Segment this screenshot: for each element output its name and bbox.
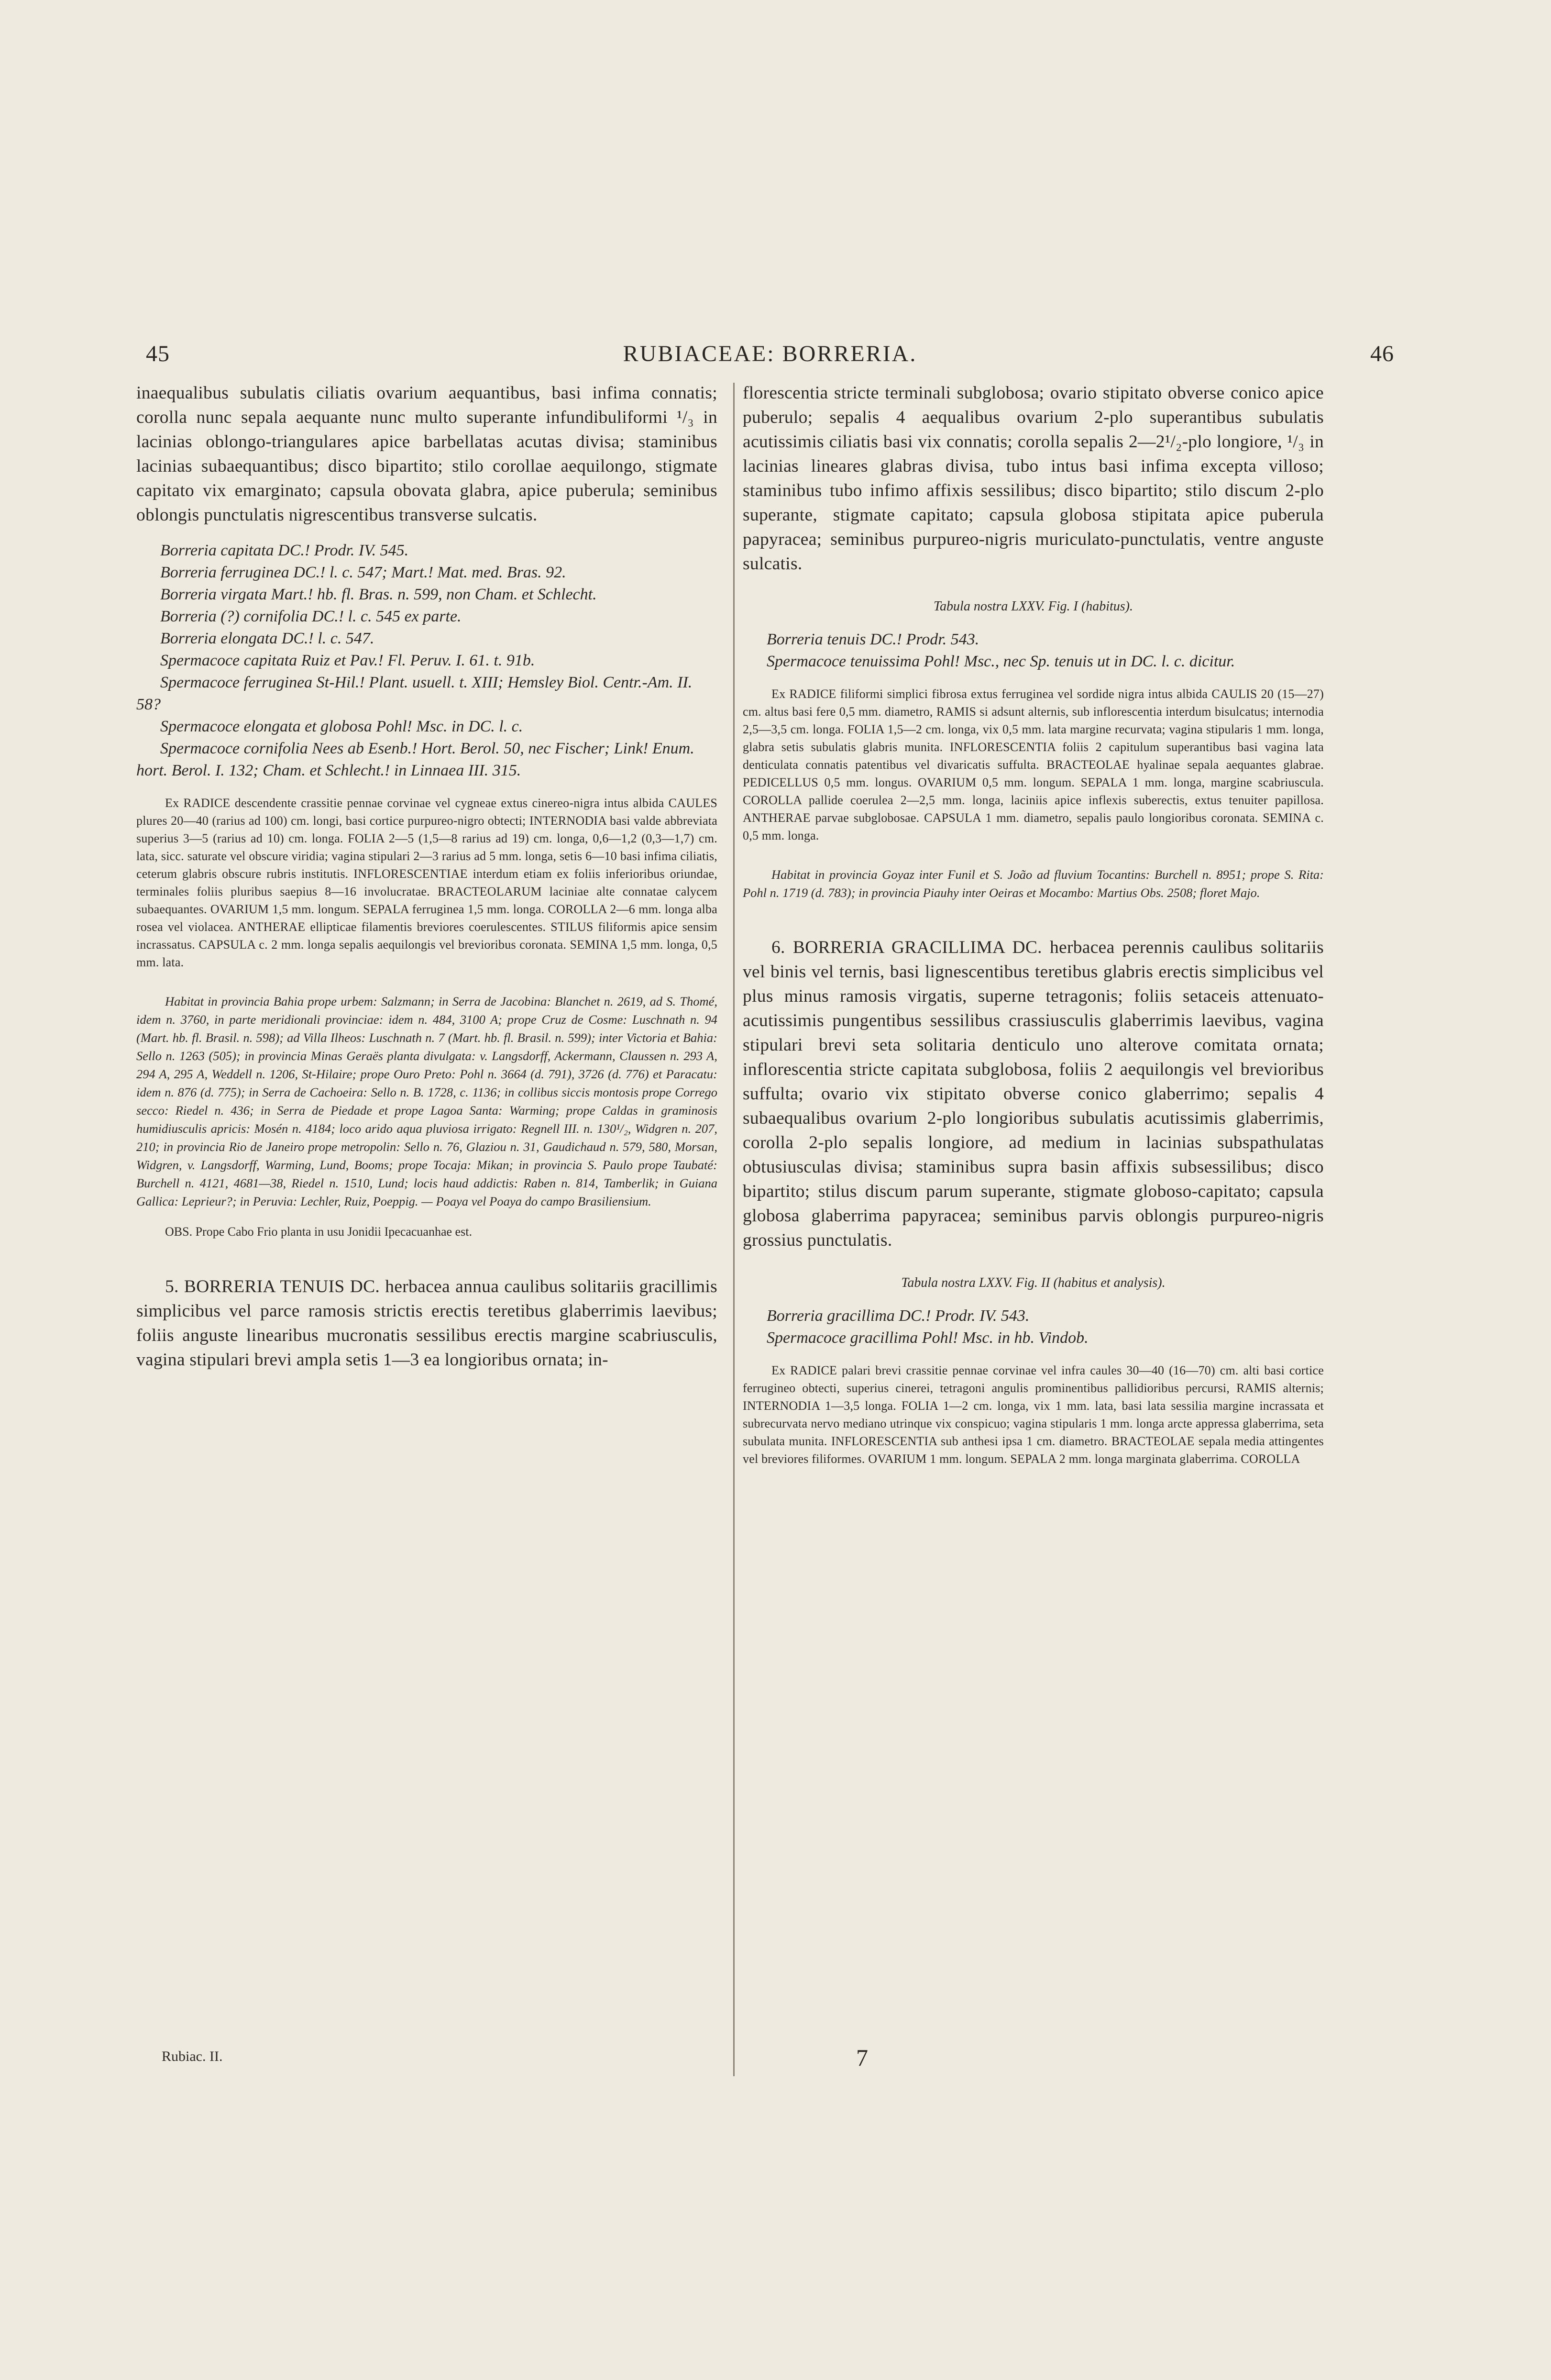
synonym-entry: Spermacoce elongata et globosa Pohl! Msc. in DC. l. c. — [160, 718, 523, 735]
species-6-paragraph: 6. BORRERIA GRACILLIMA DC. herbacea perennis caulibus solitariis vel binis vel ternis, basi lignescentibus teretibus glabris erectis simplicibus vel plus minus ramosis virgatis, superne tetragonis; foliis setaceis attenuato-acutissimis pungentibus sessilibus crassiusculis glaberrimis laevibus, vagina stipulari brevi seta solitaria denticulo uno alterove comitata ornata; inflorescentia stricte capitata subglobosa, foliis 2 aequilongis vel brevioribus suffulta; ovario vix stipitato obverse conico glaberrimo; sepalis 4 subaequalibus ovarium 2-plo longioribus subulatis acutissimis glaberrimis, corolla 2-plo sepalis longiore, ad medium in lacinias subspathulatas obtusiusculas divisa; staminibus supra basin affixis subsessilibus; disco bipartito; stilus discum parum superante, stigmate globoso-capitato; capsula globosa glaberrima papyracea; seminibus parvis oblongis purpureo-nigris grossius punctulatis. — [743, 938, 1324, 1250]
synonym-entry: Borreria capitata DC.! Prodr. IV. 545. — [160, 542, 409, 559]
synonym-entry: Spermacoce gracillima Pohl! Msc. in hb. Vindob. — [767, 1329, 1089, 1347]
synonym-entry: Spermacoce capitata Ruiz et Pav.! Fl. Peruv. I. 61. t. 91b. — [160, 652, 535, 669]
morphology-description: Ex RADICE palari brevi crassitie pennae corvinae vel infra caules 30—40 (16—70) cm. alti basi cortice ferrugineo obtecti, superius cinerei, tetragoni angulis prominentibus pallidioribus percursi, RAMIS alternis; INTERNODIA 1—3,5 longa. FOLIA 1—2 cm. longa, vix 1 mm. lata, basi lata sessilia margine incrassata et subrecurvata nervo mediano utrinque vix conspicuo; vagina stipularis 1 mm. longa arcte appressa glaberrima, seta subulata munita. INFLORESCENTIA sub anthesi ipsa 1 cm. diametro. BRACTEOLAE sepala media attingentes vel breviores filiformes. OVARIUM 1 mm. longum. SEPALA 2 mm. longa marginata glaberrima. COROLLA — [743, 1363, 1324, 1466]
synonym-entry: Borreria tenuis DC.! Prodr. 543. — [767, 631, 979, 648]
synonym-entry: Borreria elongata DC.! l. c. 547. — [160, 630, 374, 647]
synonym-entry: Spermacoce tenuissima Pohl! Msc., nec Sp. tenuis ut in DC. l. c. dicitur. — [767, 653, 1235, 670]
synonym-entry: Spermacoce cornifolia Nees ab Esenb.! Hort. Berol. 50, nec Fischer; Link! Enum. hort. Berol. I. 132; Cham. et Schlecht.! in Linnaea III. 315. — [136, 740, 694, 779]
description-continued: florescentia stricte terminali subglobosa; ovario stipitato obverse conico apice puberulo; sepalis 4 aequalibus ovarium 2-plo superantibus subulatis acutissimis ciliatis basi vix connatis; corolla sepalis 2—2¹/₂-plo longiore, ¹/₃ in lacinias lineares glabras divisa, tubo intus basi infima excepta villoso; staminibus tubo infimo affixis sessilibus; disco bipartito; stilo discum 2-plo superante, stigmate capitato; capsula globosa stipitata apice puberula papyracea; seminibus purpureo-nigris muriculato-punctulatis, ventre anguste sulcatis. — [743, 383, 1324, 574]
signature-footer: Rubiac. II. — [162, 2048, 223, 2064]
morphology-description: Ex RADICE filiformi simplici fibrosa extus ferruginea vel sordide nigra intus albida CAULIS 20 (15—27) cm. altus basi fere 0,5 mm. diametro, RAMIS si adsunt alternis, sub inflorescentia interdum bisulcatus; internodia 2,5—3,5 cm. longa. FOLIA 1,5—2 cm. longa, vix 0,5 mm. lata margine recurvata; vagina stipularis 1 mm. longa, glabra setis subulatis glabris munita. INFLORESCENTIA foliis 2 capitulum superantibus basi vagina lata denticulata connatis patentibus vel divaricatis suffulta. BRACTEOLAE hyalinae sepala aequantes glabrae. PEDICELLUS 0,5 mm. longus. OVARIUM 0,5 mm. longum. SEPALA 1 mm. longa, margine scabriuscula. COROLLA pallide coerulea 2—2,5 mm. longa, laciniis apice inflexis suberectis, extus tenuiter papillosa. ANTHERAE parvae subglobosae. CAPSULA 1 mm. diametro, sepalis paulo longioribus coronata. SEMINA c. 0,5 mm. longa. — [743, 687, 1324, 842]
synonym-entry: Borreria ferruginea DC.! l. c. 547; Mart.! Mat. med. Bras. 92. — [160, 564, 566, 581]
column-divider — [733, 383, 735, 2076]
observation-note: OBS. Prope Cabo Frio planta in usu Jonidii Ipecacuanhae est. — [165, 1225, 472, 1239]
habitat-paragraph: Habitat in provincia Bahia prope urbem: Salzmann; in Serra de Jacobina: Blanchet n. 2619, ad S. Thomé, idem n. 3760, in parte meridionali provinciae: idem n. 484, 3100 A; prope Cruz de Cosme: Luschnath n. 94 (Mart. hb. fl. Brasil. n. 598); ad Villa Ilheos: Luschnath n. 7 (Mart. hb. fl. Brasil. n. 599); inter Victoria et Bahia: Sello n. 1263 (505); in provincia Minas Geraës planta divulgata: v. Langsdorff, Ackermann, Claussen n. 293 A, 294 A, 295 A, Weddell n. 1206, St-Hilaire; prope Ouro Preto: Pohl n. 3664 (d. 791), 3726 (d. 776) et Paracatu: idem n. 876 (d. 775); in Serra de Cachoeira: Sello n. B. 1728, c. 1136; in collibus siccis montosis prope Corrego secco: Riedel n. 436; in Serra de Piedade et prope Lagoa Santa: Warming; prope Caldas in graminosis humidiusculis apricis: Mosén n. 4184; loco arido aqua pluviosa irrigato: Regnell III. n. 130¹/₂, Widgren n. 207, 210; in provincia Rio de Janeiro prope metropolin: Sello n. 76, Glaziou n. 31, Gaudichaud n. 579, 580, Morsan, Widgren, v. Langsdorff, Warming, Lund, Booms; prope Tocaja: Mikan; in provincia S. Paulo prope Taubaté: Burchell n. 4121, 4681—38, Riedel n. 1510, Lund; locis haud addictis: Raben n. 814, Tamberlik; in Guiana Gallica: Leprieur?; in Peruvia: Lechler, Ruiz, Poeppig. — Poaya vel Poaya do campo Brasiliensium. — [136, 994, 717, 1208]
description-continued: inaequalibus subulatis ciliatis ovarium aequantibus, basi infima connatis; corolla nunc sepala aequante nunc multo superante infundibuliformi ¹/₃ in lacinias oblongo-triangulares apice barbellatas acutas divisa; staminibus lacinias subaequantibus; disco bipartito; stilo corollae aequilongo, stigmate capitato vix emarginato; capsula obovata glabra, apice puberula; seminibus oblongis punctulatis nigrescentibus transverse sulcatis. — [136, 383, 717, 525]
page-number-left: 45 — [146, 341, 170, 366]
page-number-right: 46 — [1370, 341, 1394, 366]
running-header — [146, 341, 1394, 369]
synonym-entry: Borreria gracillima DC.! Prodr. IV. 543. — [767, 1307, 1030, 1325]
synonym-entry: Borreria (?) cornifolia DC.! l. c. 545 ex parte. — [160, 608, 462, 625]
signature-mark: 7 — [856, 2044, 868, 2071]
morphology-description: Ex RADICE descendente crassitie pennae corvinae vel cygneae extus cinereo-nigra intus albida CAULES plures 20—40 (rarius ad 100) cm. longi, basi cortice purpureo-nigro obtecti; INTERNODIA basi valde abbreviata superius 3—5 (rarius ad 10) cm. longa. FOLIA 2—5 (1,5—8 rarius ad 19) cm. longa, 0,6—1,2 (0,3—1,7) cm. lata, sicc. saturate vel obscure viridia; vagina stipulari 2—3 rarius ad 5 mm. longa, setis 6—10 basi infima ciliatis, ceterum glabris obscure rubris institutis. INFLORESCENTIAE interdum etiam ex foliis inferioribus oriundae, terminales foliis pluribus saepius 8—16 involucratae. BRACTEOLARUM laciniae alte connatae calycem subaequantes. OVARIUM 1,5 mm. longum. SEPALA ferruginea 1,5 mm. longa. COROLLA 2—6 mm. longa alba rosea vel violacea. ANTHERAE ellipticae filamentis breviores coerulescentes. STILUS filiformis apice sensim incrassatus. CAPSULA c. 2 mm. longa sepalis aequilongis vel brevioribus coronata. SEMINA 1,5 mm. longa, 0,5 mm. lata. — [136, 796, 717, 969]
running-title: RUBIACEAE: BORRERIA. — [623, 341, 917, 366]
species-5-paragraph: 5. BORRERIA TENUIS DC. herbacea annua caulibus solitariis gracillimis simplicibus vel parce ramosis strictis erectis teretibus glaberrimis laevibus; foliis anguste linearibus mucronatis sessilibus erectis margine scabriusculis, vagina stipulari brevi ampla setis 1—3 ea longioribus ornata; in- — [136, 1277, 717, 1370]
plate-reference: Tabula nostra LXXV. Fig. II (habitus et analysis). — [901, 1275, 1166, 1290]
habitat-paragraph: Habitat in provincia Goyaz inter Funil et S. João ad fluvium Tocantins: Burchell n. 8951; prope S. Rita: Pohl n. 1719 (d. 783); in provincia Piauhy inter Oeiras et Mocambo: Martius Obs. 2508; floret Majo. — [743, 867, 1324, 900]
synonym-entry: Borreria virgata Mart.! hb. fl. Bras. n. 599, non Cham. et Schlecht. — [160, 586, 597, 603]
plate-reference: Tabula nostra LXXV. Fig. I (habitus). — [934, 599, 1133, 614]
synonym-entry: Spermacoce ferruginea St-Hil.! Plant. usuell. t. XIII; Hemsley Biol. Centr.-Am. II. 58? — [136, 674, 693, 713]
synonym-list — [136, 540, 717, 782]
right-column — [743, 381, 1324, 2070]
left-column — [136, 381, 717, 2084]
